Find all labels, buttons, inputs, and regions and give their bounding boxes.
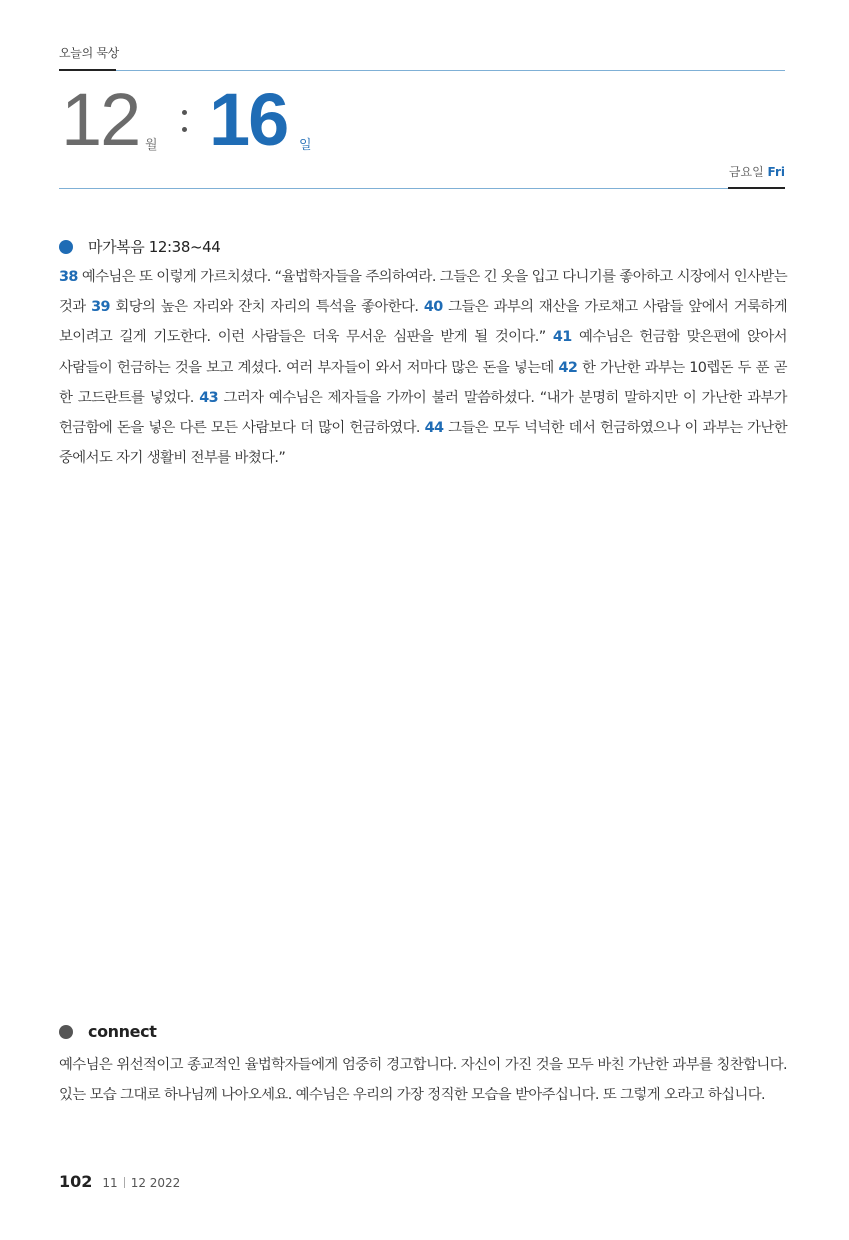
verse-text: 예수님은 또 이렇게 가르치셨다. “율법학자들을 주의하여라. 그들은 긴 옷을 입고 다니기를 좋아하고 시장에서 인사받는 것과 <box>59 269 787 316</box>
date-display <box>59 80 799 160</box>
issue-month-start: 11 <box>102 1176 118 1190</box>
scripture-text <box>59 262 787 473</box>
weekday-ko: 금요일 <box>728 165 764 179</box>
footer <box>59 1172 180 1191</box>
verse-text: 그들은 모두 넉넉한 데서 헌금하였으나 이 과부는 가난한 중에서도 자기 생활비 전부를 바쳤다.” <box>59 420 787 467</box>
header-rule-blue <box>116 70 785 71</box>
verse-number: 42 <box>558 359 578 376</box>
scripture-reference: 마가복음 12:38~44 <box>88 238 221 256</box>
verse-number: 38 <box>59 269 78 285</box>
verse-number: 41 <box>552 329 572 346</box>
connect-title: connect <box>88 1022 157 1041</box>
verse-text: 예수님은 헌금함 맞은편에 앉아서 사람들이 헌금하는 것을 보고 계셨다. 여러 부자들이 와서 저마다 많은 돈을 넣는데 <box>59 329 787 376</box>
issue-month-end: 12 2022 <box>130 1176 181 1190</box>
issue-info <box>102 1176 180 1190</box>
connect-heading <box>59 1022 156 1041</box>
issue-separator <box>124 1177 125 1188</box>
verse-text: 한 가난한 과부는 10렙돈 두 푼 곧 한 고드란트를 넣었다. <box>59 359 787 406</box>
weekday-en: Fri <box>767 165 785 179</box>
verse-text: 회당의 높은 자리와 잔치 자리의 특석을 좋아한다. <box>109 299 424 316</box>
page-number: 102 <box>59 1172 93 1191</box>
date-rule-dark <box>728 187 785 189</box>
date-rule-blue <box>59 188 728 189</box>
verse-text: 그들은 과부의 재산을 가로채고 사람들 앞에서 거룩하게 보이려고 길게 기도한다. 이런 사람들은 더욱 무서운 심판을 받게 될 것이다.” <box>59 299 787 346</box>
date-day: 16 <box>209 78 288 161</box>
verse-number: 39 <box>91 299 110 316</box>
connect-text: 예수님은 위선적이고 종교적인 율법학자들에게 엄중히 경고합니다. 자신이 가진 것을 모두 바친 가난한 과부를 칭찬합니다. 있는 모습 그대로 하나님께 나아오세요. 예수님은 우리의 가장 정직한 모습을 받아주십니다. 또 그렇게 오라고 하십니다. <box>59 1057 787 1104</box>
date-month: 12 <box>61 78 140 161</box>
bullet-dot-icon <box>59 1025 73 1039</box>
verse-number: 44 <box>424 420 444 437</box>
verse-number: 40 <box>423 299 443 316</box>
bullet-dot-icon <box>59 240 73 254</box>
verse-text: 그러자 예수님은 제자들을 가까이 불러 말씀하셨다. “내가 분명히 말하지만 이 가난한 과부가 헌금함에 돈을 넣은 다른 모든 사람보다 더 많이 헌금하였다. <box>59 389 787 437</box>
date-month-unit: 월 <box>145 138 158 153</box>
date-day-unit: 일 <box>299 138 312 153</box>
verse-number: 43 <box>199 389 219 406</box>
header-label: 오늘의 묵상 <box>59 46 119 60</box>
date-colon <box>182 110 188 144</box>
scripture-heading <box>59 236 220 257</box>
header-rule-dark <box>59 69 116 71</box>
weekday <box>729 163 785 180</box>
